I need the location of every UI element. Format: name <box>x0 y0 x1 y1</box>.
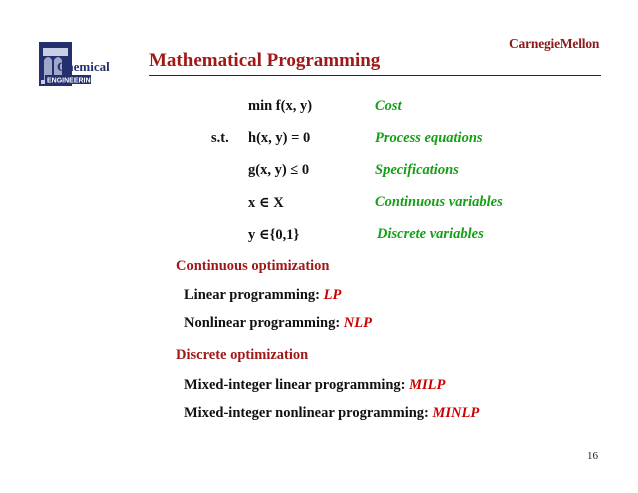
item-label: Linear programming: <box>184 287 324 303</box>
page-number: 16 <box>587 450 598 462</box>
equality-description: Process equations <box>375 130 483 146</box>
discrete-variable-domain: y ∈{0,1} <box>248 227 300 243</box>
item-abbreviation: LP <box>323 287 342 303</box>
item-abbreviation: NLP <box>343 315 372 331</box>
title-underline <box>149 75 601 76</box>
carnegie-mellon-wordmark: CarnegieMellon <box>509 36 600 51</box>
chemical-engineering-logo <box>37 40 137 92</box>
list-item-milp <box>184 377 445 394</box>
equality-constraint: h(x, y) = 0 <box>248 130 311 146</box>
continuous-variable-description: Continuous variables <box>375 194 503 210</box>
item-abbreviation: MILP <box>409 377 446 393</box>
discrete-variable-description: Discrete variables <box>377 226 484 242</box>
item-abbreviation: MINLP <box>432 405 480 421</box>
logo-wordmark-chemical: Chemical <box>57 59 110 74</box>
continuous-optimization-heading: Continuous optimization <box>176 258 330 274</box>
list-item-lp <box>184 287 341 304</box>
slide-title: Mathematical Programming <box>149 50 381 71</box>
item-label: Mixed-integer nonlinear programming: <box>184 405 433 421</box>
inequality-constraint: g(x, y) ≤ 0 <box>248 162 310 178</box>
item-label: Mixed-integer linear programming: <box>184 377 410 393</box>
objective-expression: min f(x, y) <box>248 98 313 114</box>
logo-wordmark-engineering: ENGINEERING <box>47 77 97 85</box>
list-item-minlp <box>184 405 479 422</box>
inequality-description: Specifications <box>375 162 459 178</box>
item-label: Nonlinear programming: <box>184 315 344 331</box>
continuous-variable-domain: x ∈ X <box>248 195 284 211</box>
st-label: s.t. <box>211 130 229 146</box>
discrete-optimization-heading: Discrete optimization <box>176 347 309 363</box>
list-item-nlp <box>184 315 372 332</box>
objective-description: Cost <box>375 98 402 114</box>
